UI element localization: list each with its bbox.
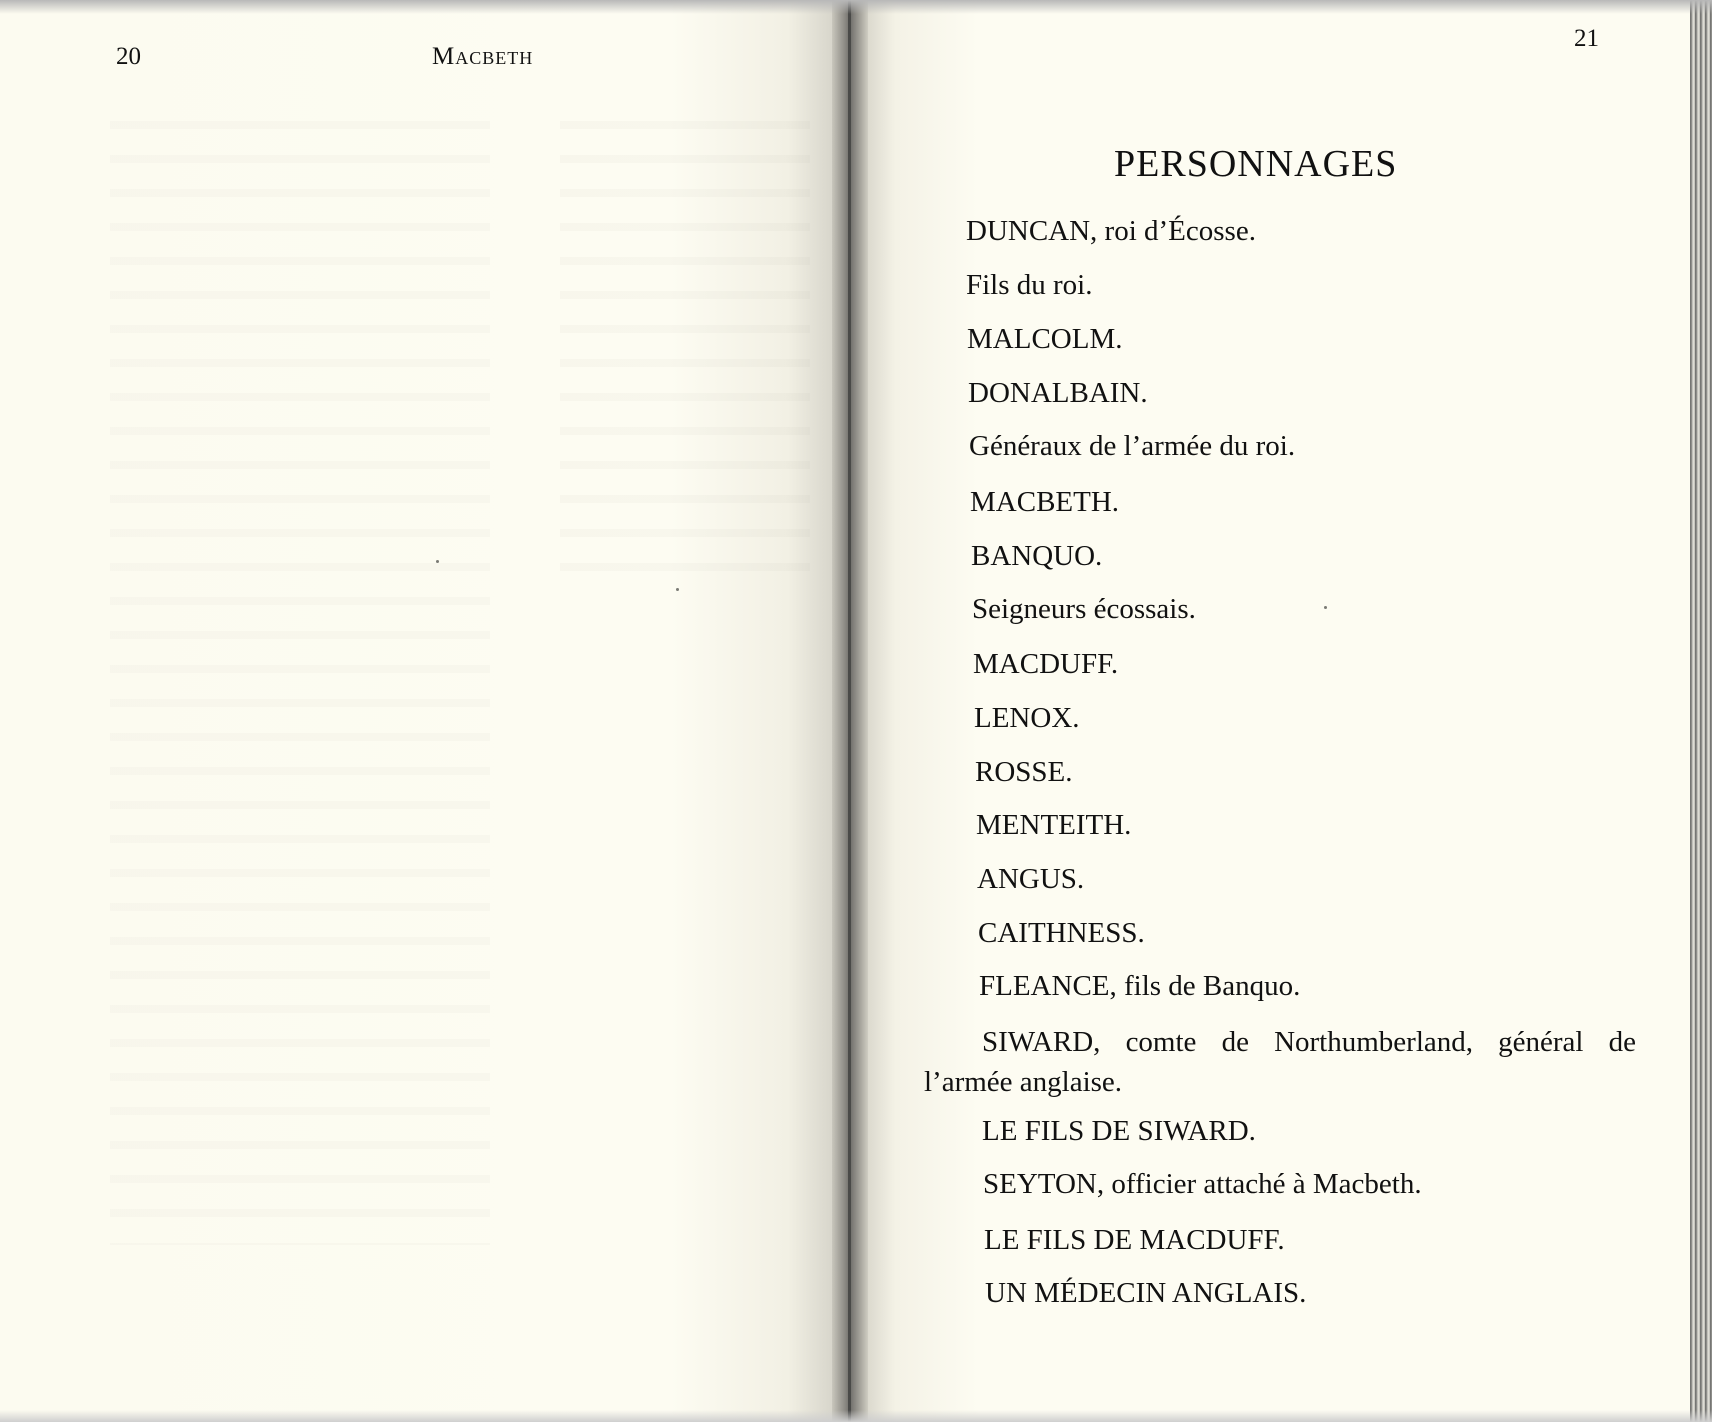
page-title: PERSONNAGES: [1114, 143, 1398, 185]
cast-entry: DUNCAN, roi d’Écosse.: [966, 215, 1256, 247]
page-number-left: 20: [116, 43, 141, 70]
page-number-right: 21: [1574, 25, 1599, 52]
paper-speck: [1324, 606, 1327, 609]
gutter-fold-line: [848, 0, 851, 1422]
cast-entry: MENTEITH.: [976, 809, 1132, 841]
left-page-show-through: [110, 95, 490, 1245]
cast-entry: Seigneurs écossais.: [972, 593, 1196, 625]
scan-bottom-edge: [0, 1410, 1712, 1422]
running-head: Macbeth: [432, 43, 534, 70]
cast-entry: LE FILS DE MACDUFF.: [984, 1224, 1285, 1256]
cast-entry: FLEANCE, fils de Banquo.: [979, 970, 1301, 1002]
left-page-show-through-2: [560, 95, 810, 595]
cast-entry: Généraux de l’armée du roi.: [969, 430, 1296, 462]
paper-speck: [436, 560, 439, 563]
page-stack-edge: [1690, 0, 1712, 1422]
cast-entry: BANQUO.: [971, 540, 1103, 572]
paper-speck: [676, 588, 679, 591]
cast-entry-wrapped: SIWARD, comte de Northumberland, général de l’armée anglaise.: [924, 1026, 1636, 1098]
cast-entry: MALCOLM.: [967, 323, 1123, 355]
cast-entry: MACBETH.: [970, 486, 1120, 518]
cast-entry: CAITHNESS.: [978, 917, 1145, 949]
cast-entry: LENOX.: [974, 702, 1080, 734]
cast-entry: SEYTON, officier attaché à Macbeth.: [983, 1168, 1422, 1200]
cast-entry: ROSSE.: [975, 756, 1073, 788]
cast-entry: ANGUS.: [977, 863, 1085, 895]
cast-entry: DONALBAIN.: [968, 377, 1148, 409]
cast-entry: UN MÉDECIN ANGLAIS.: [985, 1277, 1307, 1309]
left-page: [0, 0, 838, 1422]
scan-top-shadow: [0, 0, 1712, 14]
cast-entry: LE FILS DE SIWARD.: [982, 1115, 1256, 1147]
cast-entry: Fils du roi.: [966, 269, 1093, 301]
cast-entry: MACDUFF.: [973, 648, 1119, 680]
